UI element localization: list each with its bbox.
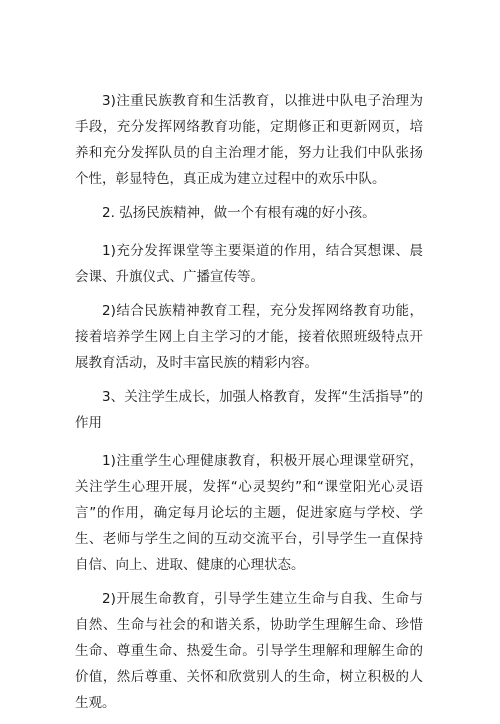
paragraph-item-3: 1)充分发挥课堂等主要渠道的作用，结合冥想课、晨会课、升旗仪式、广播宣传等。 (75, 243, 423, 285)
paragraph-item-1: 3)注重民族教育和生活教育，以推进中队电子治理为手段，充分发挥网络教育功能，定期修正和更新网页，培养和充分发挥队员的自主治理才能，努力让我们中队张扬个性，彰显特色，真正成为建立过程中的欢乐中队。 (75, 93, 423, 187)
paragraph-item-6: 1)注重学生心理健康教育，积极开展心理课堂研究，关注学生心理开展，发挥“心灵契约”和“课堂阳光心灵语言”的作用，确定每月论坛的主题，促进家庭与学校、学生、老师与学生之间的互动交流平台，引导学生一直保持自信、向上、进取、健康的心理状态。 (75, 453, 423, 573)
paragraph-item-4: 2)结合民族精神教育工程，充分发挥网络教育功能，接着培养学生网上自主学习的才能，接着依照班级特点开展教育活动，及时丰富民族的精彩内容。 (75, 303, 423, 371)
paragraph-item-7: 2)开展生命教育，引导学生建立生命与自我、生命与自然、生命与社会的和谐关系，协助学生理解生命、珍惜生命、尊重生命、热爱生命。引导学生理解和理解生命的价值，然后尊重、关怀和欣赏别人的生命，树立积极的人生观。 (75, 591, 423, 711)
paragraph-item-2: 2. 弘扬民族精神，做一个有根有魂的好小孩。 (102, 205, 376, 221)
document-body (75, 88, 423, 724)
paragraph-item-5: 3、关注学生成长，加强人格教育，发挥“生活指导”的作用 (75, 389, 423, 431)
